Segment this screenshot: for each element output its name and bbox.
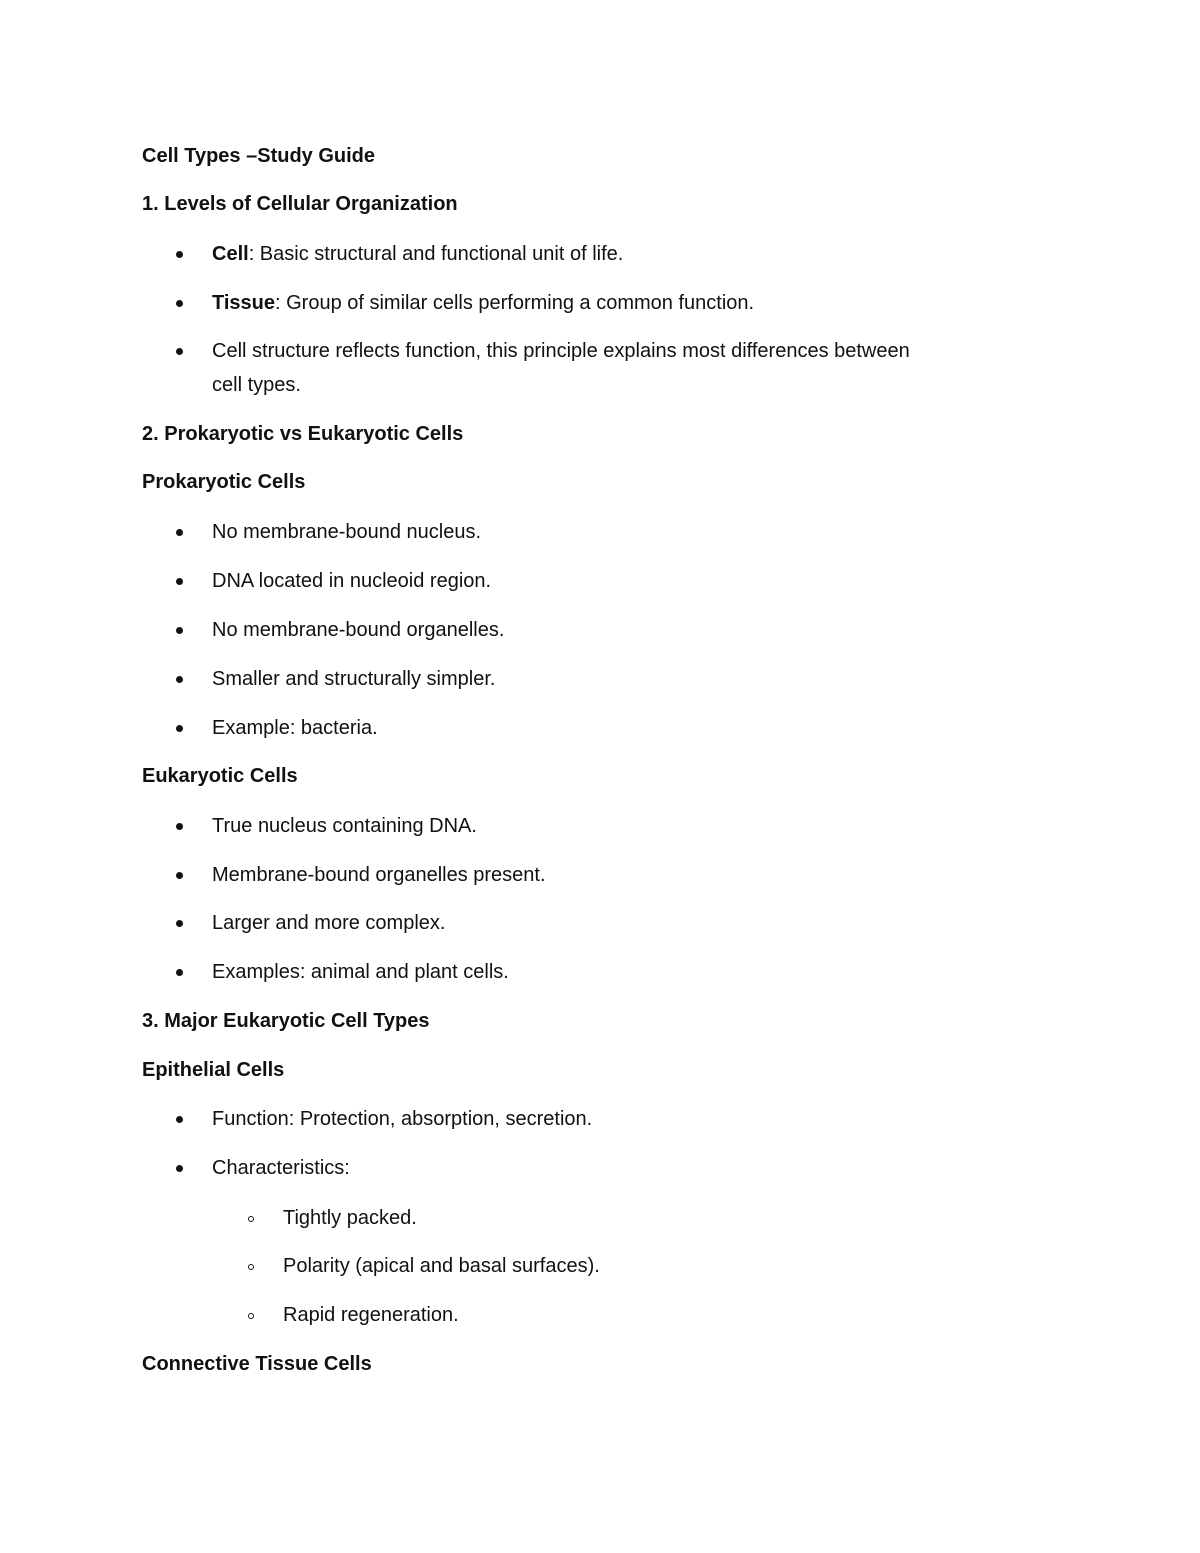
bullet-icon (176, 872, 183, 879)
list-item: No membrane-bound nucleus. (212, 521, 482, 543)
list-item: No membrane-bound organelles. (212, 619, 505, 641)
section-heading-1: 1. Levels of Cellular Organization (142, 193, 458, 215)
definition-tissue: : Group of similar cells performing a common function. (275, 292, 755, 314)
bullet-icon (176, 1165, 183, 1172)
list-item-structure-function-line1: Cell structure reflects function, this principle explains most differences between (212, 340, 910, 362)
sub-list-item: Tightly packed. (283, 1207, 417, 1229)
subheading-epithelial: Epithelial Cells (142, 1059, 285, 1081)
list-item: Function: Protection, absorption, secretion. (212, 1108, 593, 1130)
section-heading-3: 3. Major Eukaryotic Cell Types (142, 1010, 430, 1032)
bullet-icon (176, 300, 183, 307)
sub-list-item: Rapid regeneration. (283, 1304, 459, 1326)
list-item-tissue (212, 291, 754, 315)
list-item: Smaller and structurally simpler. (212, 668, 496, 690)
bullet-icon (176, 823, 183, 830)
bullet-icon (176, 676, 183, 683)
bullet-icon (176, 1116, 183, 1123)
sub-bullet-icon (248, 1313, 254, 1319)
document-title: Cell Types –Study Guide (142, 145, 376, 167)
list-item: Example: bacteria. (212, 717, 378, 739)
list-item: Membrane-bound organelles present. (212, 864, 546, 886)
definition-cell: : Basic structural and functional unit of life. (248, 243, 624, 265)
bullet-icon (176, 578, 183, 585)
bullet-icon (176, 348, 183, 355)
sub-bullet-icon (248, 1264, 254, 1270)
list-item-cell (212, 242, 623, 266)
bullet-icon (176, 969, 183, 976)
bullet-icon (176, 725, 183, 732)
list-item: Larger and more complex. (212, 912, 446, 934)
term-cell: Cell (212, 243, 249, 265)
list-item: Examples: animal and plant cells. (212, 961, 509, 983)
subheading-prokaryotic: Prokaryotic Cells (142, 471, 306, 493)
subheading-eukaryotic: Eukaryotic Cells (142, 765, 298, 787)
bullet-icon (176, 627, 183, 634)
section-heading-2: 2. Prokaryotic vs Eukaryotic Cells (142, 423, 464, 445)
term-tissue: Tissue (212, 292, 275, 314)
bullet-icon (176, 251, 183, 258)
list-item: True nucleus containing DNA. (212, 815, 477, 837)
list-item: DNA located in nucleoid region. (212, 570, 492, 592)
bullet-icon (176, 920, 183, 927)
list-item-structure-function-line2: cell types. (212, 374, 301, 396)
subheading-connective: Connective Tissue Cells (142, 1353, 372, 1375)
sub-bullet-icon (248, 1216, 254, 1222)
sub-list-item: Polarity (apical and basal surfaces). (283, 1255, 600, 1277)
bullet-icon (176, 529, 183, 536)
list-item: Characteristics: (212, 1157, 350, 1179)
